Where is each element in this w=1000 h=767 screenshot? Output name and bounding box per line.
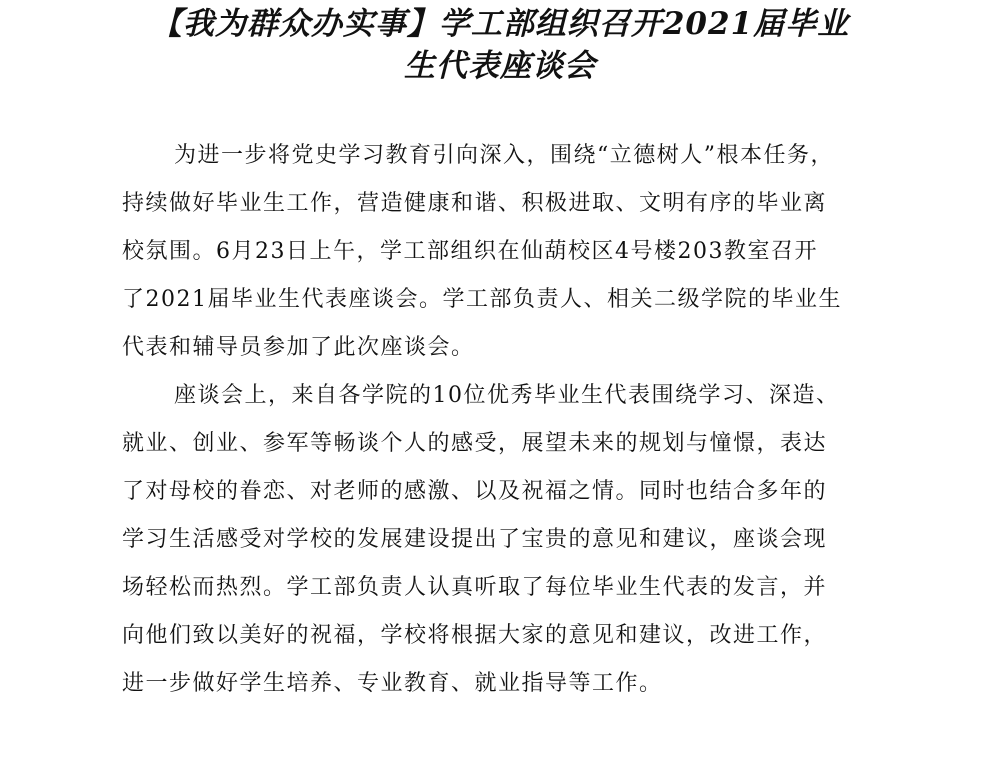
paragraph-2-line-3: 了对母校的眷恋、对老师的感激、以及祝福之情。同时也结合多年的 bbox=[122, 479, 828, 504]
paragraph-2-line-4: 学习生活感受对学校的发展建设提出了宝贵的意见和建议，座谈会现 bbox=[122, 527, 828, 552]
paragraph-2-line-5: 场轻松而热烈。学工部负责人认真听取了每位毕业生代表的发言，并 bbox=[122, 575, 828, 600]
paragraph-1-line-5: 代表和辅导员参加了此次座谈会。 bbox=[122, 335, 475, 360]
paragraph-2-line-7: 进一步做好学生培养、专业教育、就业指导等工作。 bbox=[122, 671, 663, 696]
article-title-line-1: 【我为群众办实事】学工部组织召开2021届毕业 bbox=[150, 6, 850, 42]
paragraph-2-line-1: 座谈会上，来自各学院的10位优秀毕业生代表围绕学习、深造、 bbox=[174, 383, 840, 408]
article-title-line-2: 生代表座谈会 bbox=[404, 48, 596, 84]
paragraph-1-line-2: 持续做好毕业生工作，营造健康和谐、积极进取、文明有序的毕业离 bbox=[122, 191, 828, 216]
paragraph-1-line-4: 了2021届毕业生代表座谈会。学工部负责人、相关二级学院的毕业生 bbox=[122, 287, 842, 312]
paragraph-2-line-2: 就业、创业、参军等畅谈个人的感受，展望未来的规划与憧憬，表达 bbox=[122, 431, 828, 456]
paragraph-2-line-6: 向他们致以美好的祝福，学校将根据大家的意见和建议，改进工作， bbox=[122, 623, 828, 648]
paragraph-1-line-3: 校氛围。6月23日上午，学工部组织在仙葫校区4号楼203教室召开 bbox=[122, 239, 818, 264]
paragraph-1-line-1: 为进一步将党史学习教育引向深入，围绕“立德树人”根本任务， bbox=[174, 143, 834, 168]
